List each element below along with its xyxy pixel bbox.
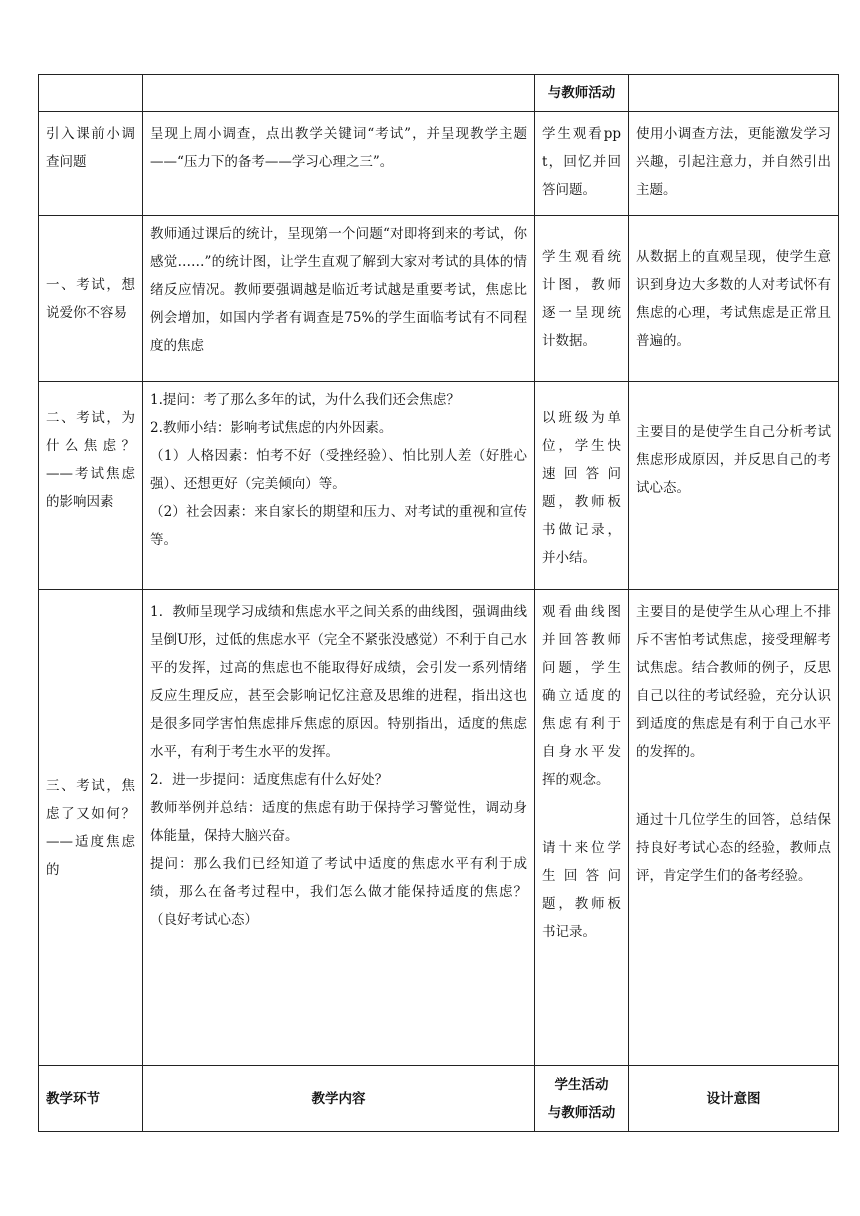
content-paragraph: 1.提问：考了那么多年的试，为什么我们还会焦虑？ [150, 392, 460, 408]
table-row [39, 216, 839, 382]
intent-cell: 从数据上的直观呈现，使学生意识到身边大多数的人对考试怀有焦虑的心理，考试焦虑是正常且普遍的。 [629, 216, 839, 382]
content-cell: 呈现上周小调查，点出教学关键词“考试”，并呈现教学主题——“压力下的备考——学习心理之三”。 [143, 112, 535, 216]
content-paragraph: （2）社会因素：来自家长的期望和压力、对考试的重视和宣传等。 [150, 504, 527, 548]
activity-cell: 学生观看ppt，回忆并回答问题。 [535, 112, 629, 216]
content-cell [143, 382, 535, 590]
content-paragraph: 教师举例并总结：适度的焦虑有助于保持学习警觉性，调动身体能量，保持大脑兴奋。 [150, 800, 527, 844]
intent-paragraph: 通过十几位学生的回答，总结保持良好考试心态的经验，教师点评，肯定学生们的备考经验。 [636, 812, 831, 884]
section-cell: 引入课前小调查问题 [39, 112, 143, 216]
table-row [39, 112, 839, 216]
header-cell-empty [39, 75, 143, 112]
header-cell-empty [143, 75, 535, 112]
header-cell-section: 教学环节 [39, 1066, 143, 1132]
header-cell-activity: 与教师活动 [535, 75, 629, 112]
activity-cell: 学生观看统计图，教师逐一呈现统计数据。 [535, 216, 629, 382]
table-row [39, 382, 839, 590]
header-cell-intent: 设计意图 [629, 1066, 839, 1132]
header-cell-content: 教学内容 [143, 1066, 535, 1132]
header-cell-empty [629, 75, 839, 112]
section-cell: 三、考试，焦虑了又如何？——适度焦虑的 [39, 590, 143, 1066]
intent-cell [629, 590, 839, 1066]
content-paragraph: 1．教师呈现学习成绩和焦虑水平之间关系的曲线图，强调曲线呈倒U形，过低的焦虑水平（完全不紧张没感觉）不利于自己水平的发挥，过高的焦虑也不能取得好成绩，会引发一系列情绪反应生理反应，甚至会影响记忆注意及思维的进程，指出这也是很多同学害怕焦虑排斥焦虑的原因。特别指出，适度的焦虑水平，有利于考生水平的发挥。 [150, 604, 527, 760]
lesson-plan-table [38, 74, 839, 1132]
activity-paragraph: 请十来位学生回答问题，教师板书记录。 [542, 840, 621, 940]
content-cell: 教师通过课后的统计，呈现第一个问题“对即将到来的考试，你感觉……”的统计图，让学生直观了解到大家对考试的具体的情绪反应情况。教师要强调越是临近考试越是重要考试，焦虑比例会增加，如国内学者有调查是75%的学生面临考试有不同程度的焦虑 [143, 216, 535, 382]
content-paragraph: （1）人格因素：怕考不好（受挫经验）、怕比别人差（好胜心强）、还想更好（完美倾向）等。 [150, 448, 527, 492]
section-cell: 二、考试，为什么焦虑？——考试焦虑的影响因素 [39, 382, 143, 590]
header-activity-line2: 与教师活动 [547, 1104, 616, 1121]
activity-cell: 以班级为单位，学生快速回答问题，教师板书做记录，并小结。 [535, 382, 629, 590]
table-row [39, 590, 839, 1066]
content-cell [143, 590, 535, 1066]
intent-cell: 使用小调查方法，更能激发学习兴趣，引起注意力，并自然引出主题。 [629, 112, 839, 216]
content-paragraph: 2．进一步提问：适度焦虑有什么好处？ [150, 772, 389, 788]
intent-paragraph: 主要目的是使学生从心理上不排斥不害怕考试焦虑，接受理解考试焦虑。结合教师的例子，反思自己以往的考试经验，充分认识到适度的焦虑是有利于自己水平的发挥的。 [636, 604, 831, 760]
content-paragraph: 提问：那么我们已经知道了考试中适度的焦虑水平有利于成绩，那么在备考过程中，我们怎么做才能保持适度的焦虑？（良好考试心态） [150, 856, 527, 928]
table-header-continued [39, 75, 839, 112]
header-activity-line1: 学生活动 [554, 1076, 609, 1093]
activity-paragraph: 观看曲线图并回答教师问题，学生确立适度的焦虑有利于自身水平发挥的观念。 [542, 604, 621, 788]
table-header-row [39, 1066, 839, 1132]
activity-cell [535, 590, 629, 1066]
intent-cell: 主要目的是使学生自己分析考试焦虑形成原因，并反思自己的考试心态。 [629, 382, 839, 590]
content-paragraph: 2.教师小结：影响考试焦虑的内外因素。 [150, 420, 393, 436]
header-cell-activity [535, 1066, 629, 1132]
section-cell: 一、考试，想说爱你不容易 [39, 216, 143, 382]
